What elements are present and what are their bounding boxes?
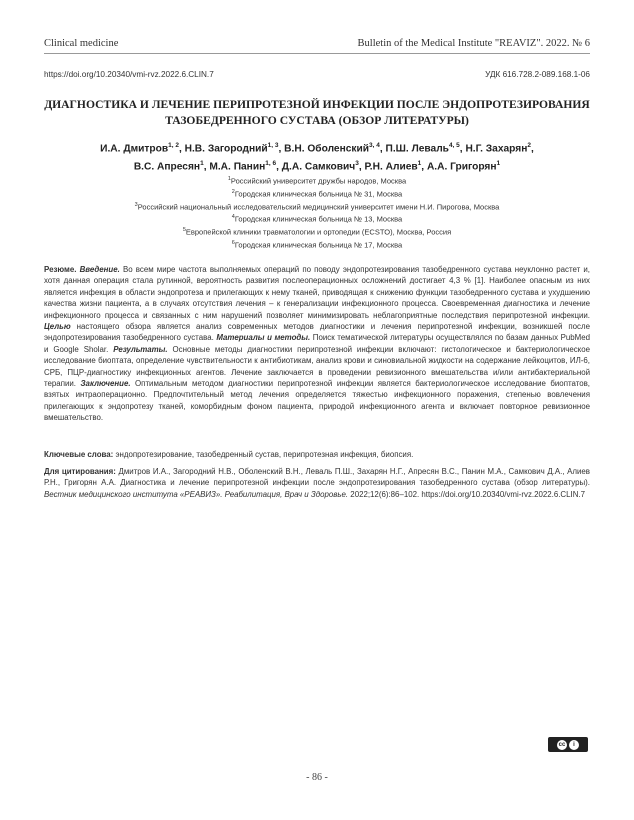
results-label: Результаты. bbox=[113, 344, 168, 354]
keywords bbox=[44, 449, 590, 460]
author-affil: 1, 2 bbox=[168, 142, 179, 149]
intro-text: Во всем мире частота выполняемых операций по поводу эндопротезирования тазобедренного сустава неуклонно растет и, хотя данная операция стала рутинной, вероятность развития послеоперационных осложнений достигает 4,3 % [1]. Наиболее опасным из них является инфекция в области эндопротеза и прилегающих к нему тканей, приводящая к снижению функции тазобедренного сустава и ухудшению качества жизни пациента, а в случаях отсутствия лечения – к генерализации инфекционного процесса. Своевременная диагностика и лечение инфекционного процесса и связанных с ним нарушений позволяет минимизировать неблагоприятные последствия перипротезной инфекции. bbox=[44, 265, 590, 320]
affiliation bbox=[44, 187, 590, 200]
author-name: Д.А. Самкович bbox=[281, 161, 356, 173]
methods-text: Поиск тематической литературы осуществлялся по базам данных PubMed и Google Sholar. bbox=[44, 333, 590, 354]
author-name: Н.В. Загородний bbox=[184, 143, 268, 155]
aim-label: Целью bbox=[44, 322, 71, 332]
keywords-label: Ключевые слова: bbox=[44, 450, 114, 459]
affiliation-number: 4 bbox=[231, 214, 235, 221]
keywords-text: эндопротезирование, тазобедренный сустав, перипротезная инфекция, биопсия. bbox=[113, 450, 414, 459]
author-name: В.Н. Оболенский bbox=[284, 143, 370, 155]
affiliation-text: Городская клиническая больница № 13, Москва bbox=[234, 214, 403, 224]
author-affil: 4, 5 bbox=[448, 142, 460, 149]
author-name: И.А. Дмитров bbox=[100, 143, 169, 155]
author-sep: , bbox=[358, 161, 365, 173]
author-sep: , bbox=[421, 161, 427, 173]
author-name: П.Ш. Леваль bbox=[385, 143, 449, 155]
author-name: В.С. Апресян bbox=[133, 161, 201, 173]
affiliation-list bbox=[44, 174, 590, 251]
affiliation bbox=[44, 238, 590, 251]
citation-text: Дмитров И.А., Загородний Н.В., Оболенский В.Н., Леваль П.Ш., Захарян Н.Г., Апресян В.С., Панин М.А., Самкович Д.А., Алиев Р.Н., Григорян А.А. Диагностика и лечение перипротезной инфекции после эндопротезирования тазобедренного сустава (обзор литературы). bbox=[44, 467, 590, 488]
author-name: Н.Г. Захарян bbox=[465, 143, 528, 155]
author-affil: 3 bbox=[355, 160, 359, 168]
author-affil: 1, 6 bbox=[265, 160, 277, 168]
title-line-2: ТАЗОБЕДРЕННОГО СУСТАВА (ОБЗОР ЛИТЕРАТУРЫ) bbox=[165, 114, 469, 127]
affiliation bbox=[44, 174, 590, 187]
author-affil: 3, 4 bbox=[369, 142, 380, 149]
author-affil: 2 bbox=[527, 142, 531, 149]
author-sep: , bbox=[278, 143, 285, 155]
author-sep: , bbox=[531, 143, 534, 155]
abstract bbox=[44, 264, 590, 424]
citation-label: Для цитирования: bbox=[44, 467, 116, 476]
conclusion-text: Оптимальным методом диагностики перипротезной инфекции является бактериологическое исследование биоптатов, взятых интраоперационно. Предпочтительный метод лечения определяется тяжестью инфекционного поражения, степенью вовлечения прилегающих к эндопротезу тканей, коморбидным фоном пациента, природой инфекционного агента и включает повторное ревизионное вмешательство. bbox=[44, 379, 591, 423]
affiliation-number: 3 bbox=[134, 201, 138, 208]
aim-text: настоящего обзора является анализ современных методов диагностики и лечения перипротезной инфекции, возникшей после эндопротезирования тазобедренного сустава. bbox=[44, 322, 590, 343]
affiliation-text: Европейской клиники травматологии и ортопедии (ECSTO), Москва, Россия bbox=[185, 227, 452, 237]
author-sep: , bbox=[459, 143, 466, 155]
affiliation-text: Российский национальный исследовательский медицинский университет имени Н.И. Пирогова, Москва bbox=[137, 202, 500, 212]
results-text: Основные методы диагностики перипротезной инфекции включают: гистологическое и бактериологическое исследование биоптата, определение чувствительности к антибиотикам, анализ крови и синовиальной жидкости на содержание лейкоцитов, ИЛ-6, СРБ, ПЦР-диагностику инфекционных агентов. Лечение заключается в проведении ревизионного вмешательства и/или антибактериальной терапии. bbox=[44, 344, 590, 389]
affiliation-text: Российский университет дружбы народов, Москва bbox=[230, 176, 407, 186]
title-line-1: ДИАГНОСТИКА И ЛЕЧЕНИЕ ПЕРИПРОТЕЗНОЙ ИНФЕКЦИИ ПОСЛЕ ЭНДОПРОТЕЗИРОВАНИЯ bbox=[44, 98, 590, 111]
affiliation-number: 2 bbox=[231, 188, 235, 195]
citation-journal: Вестник медицинского института «РЕАВИЗ». Реабилитация, Врач и Здоровье. bbox=[44, 489, 349, 499]
author-sep: , bbox=[379, 143, 386, 155]
author-line-1 bbox=[44, 138, 590, 156]
author-sep: , bbox=[203, 161, 210, 173]
intro-label: Введение. bbox=[79, 265, 120, 274]
abstract-label: Резюме. bbox=[44, 265, 77, 274]
author-affil: 1 bbox=[200, 160, 204, 168]
methods-label: Материалы и методы. bbox=[216, 333, 311, 343]
conclusion-label: Заключение. bbox=[80, 379, 131, 389]
affiliation-number: 5 bbox=[182, 227, 186, 234]
affiliation bbox=[44, 212, 590, 225]
udk-code: УДК 616.728.2-089.168.1-06 bbox=[485, 70, 590, 79]
affiliation bbox=[44, 225, 590, 238]
affiliation-number: 6 bbox=[231, 239, 235, 246]
header-divider bbox=[44, 53, 590, 54]
running-header-left: Clinical medicine bbox=[44, 38, 119, 49]
citation bbox=[44, 466, 590, 500]
author-affil: 1 bbox=[496, 160, 501, 168]
author-name: М.А. Панин bbox=[209, 161, 266, 173]
author-sep: , bbox=[276, 161, 282, 173]
citation-tail: 2022;12(6):86–102. https://doi.org/10.20340/vmi-rvz.2022.6.CLIN.7 bbox=[348, 489, 585, 499]
page-number: - 86 - bbox=[306, 772, 328, 783]
author-name: А.А. Григорян bbox=[426, 161, 497, 173]
author-sep: , bbox=[178, 143, 185, 155]
author-list bbox=[44, 138, 590, 175]
attribution-icon: i bbox=[569, 740, 579, 750]
affiliation-number: 1 bbox=[227, 176, 231, 182]
affiliation bbox=[44, 200, 590, 213]
author-affil: 1 bbox=[417, 160, 422, 168]
author-affil: 1, 3 bbox=[267, 142, 279, 149]
author-name: Р.Н. Алиев bbox=[364, 161, 418, 173]
author-line-2 bbox=[44, 156, 590, 174]
affiliation-text: Городская клиническая больница № 17, Москва bbox=[234, 240, 403, 250]
article-title bbox=[44, 97, 590, 129]
affiliation-text: Городская клиническая больница № 31, Москва bbox=[234, 189, 403, 199]
cc-license-badge[interactable] bbox=[548, 737, 588, 752]
doi-link[interactable]: https://doi.org/10.20340/vmi-rvz.2022.6.CLIN.7 bbox=[44, 70, 214, 79]
cc-icon: cc bbox=[558, 741, 566, 748]
running-header-right: Bulletin of the Medical Institute "REAVIZ". 2022. № 6 bbox=[357, 38, 590, 49]
